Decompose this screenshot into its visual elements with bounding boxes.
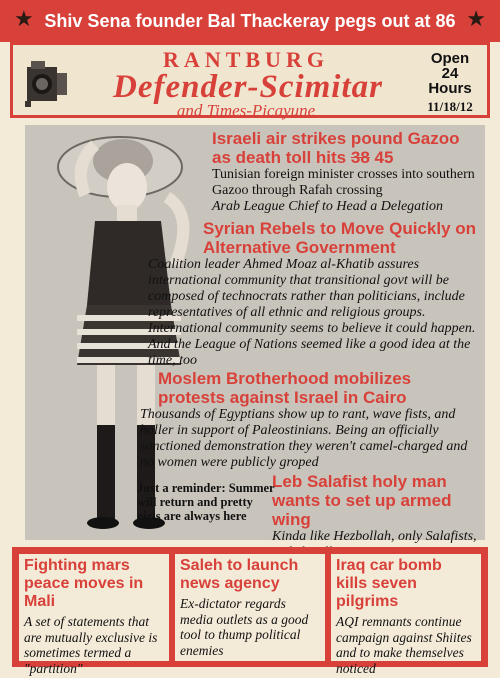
masthead-subtitle: and Times-Picayune bbox=[176, 101, 316, 120]
bottom-story-saleh[interactable] bbox=[175, 554, 325, 661]
hours-box bbox=[419, 51, 481, 114]
star-icon-right: ★ bbox=[466, 7, 486, 32]
story-gaza-strikes[interactable] bbox=[212, 129, 480, 215]
story-syria-headline[interactable]: Syrian Rebels to Move Quickly on Alternative Government bbox=[203, 219, 477, 257]
saleh-headline[interactable]: Saleh to launch news agency bbox=[180, 557, 299, 592]
story-gaza-body: Tunisian foreign minister crosses into southern Gazoo through Rafah crossing bbox=[212, 167, 475, 198]
star-icon-left: ★ bbox=[14, 7, 34, 32]
hours-open: Open bbox=[430, 50, 470, 67]
story-brotherhood-headline[interactable]: Moslem Brotherhood mobilizes protests against Israel in Cairo bbox=[158, 369, 412, 407]
story-salafist-headline[interactable]: Leb Salafist holy man wants to set up armed wing bbox=[272, 472, 452, 529]
masthead-date: 11/18/12 bbox=[427, 99, 473, 114]
mali-body: A set of statements that are mutually exclusive is sometimes termed a "partition" bbox=[24, 614, 158, 676]
story-syrian-rebels[interactable] bbox=[148, 219, 478, 369]
hours-24: 24 bbox=[441, 65, 459, 82]
gaza-headline-struck-count: 38 bbox=[350, 148, 370, 167]
mali-headline[interactable]: Fighting mars peace moves in Mali bbox=[24, 557, 144, 610]
story-gaza-headline[interactable] bbox=[212, 129, 480, 167]
story-moslem-brotherhood[interactable] bbox=[140, 369, 478, 471]
story-gaza-subline: Arab League Chief to Head a Delegation bbox=[212, 199, 443, 214]
saleh-body: Ex-dictator regards media outlets as a good tool to thump political enemies bbox=[180, 596, 309, 658]
vintage-camera-icon bbox=[23, 57, 71, 107]
iraq-headline[interactable]: Iraq car bomb kills seven pilgrims bbox=[336, 557, 442, 610]
masthead-title: Defender-Scimitar bbox=[113, 69, 383, 105]
gaza-headline-new-count: 45 bbox=[374, 148, 394, 167]
bottom-story-iraq[interactable] bbox=[331, 554, 481, 676]
story-syria-body: Coalition leader Ahmed Moaz al-Khatib assures international community that transitional govt will be composed of technocrats rather than politicians, include representatives of all ethnic and religious groups. International community seems to believe it could happen. And the League of Nations seemed like a good idea at the time, too bbox=[148, 257, 476, 368]
hours-label: Hours bbox=[428, 80, 472, 97]
story-brotherhood-body: Thousands of Egyptians show up to rant, wave fists, and holler in support of Paleostinians. Being an officially sanctioned demonstration they weren't camel-charged and no women were publicly groped bbox=[140, 407, 468, 470]
bottom-news-strip bbox=[12, 547, 488, 676]
summer-reminder: Just a reminder: Summer will return and pretty girls are always here bbox=[137, 481, 275, 523]
masthead bbox=[10, 42, 490, 118]
banner-headline[interactable]: Shiv Sena founder Bal Thackeray pegs out at 86 bbox=[44, 11, 456, 31]
iraq-body: AQI remnants continue campaign against Shiites and to make themselves noticed bbox=[336, 614, 472, 676]
bottom-story-mali[interactable] bbox=[19, 554, 169, 676]
top-banner bbox=[0, 0, 500, 42]
masthead-rantburg: RANTBURG bbox=[163, 47, 329, 72]
story-salafist-body: Kinda like Hezbollah, only Salafists, bbox=[272, 529, 477, 544]
gaza-headline-text: Israeli air strikes pound Gazoo as death toll hits bbox=[212, 129, 460, 167]
